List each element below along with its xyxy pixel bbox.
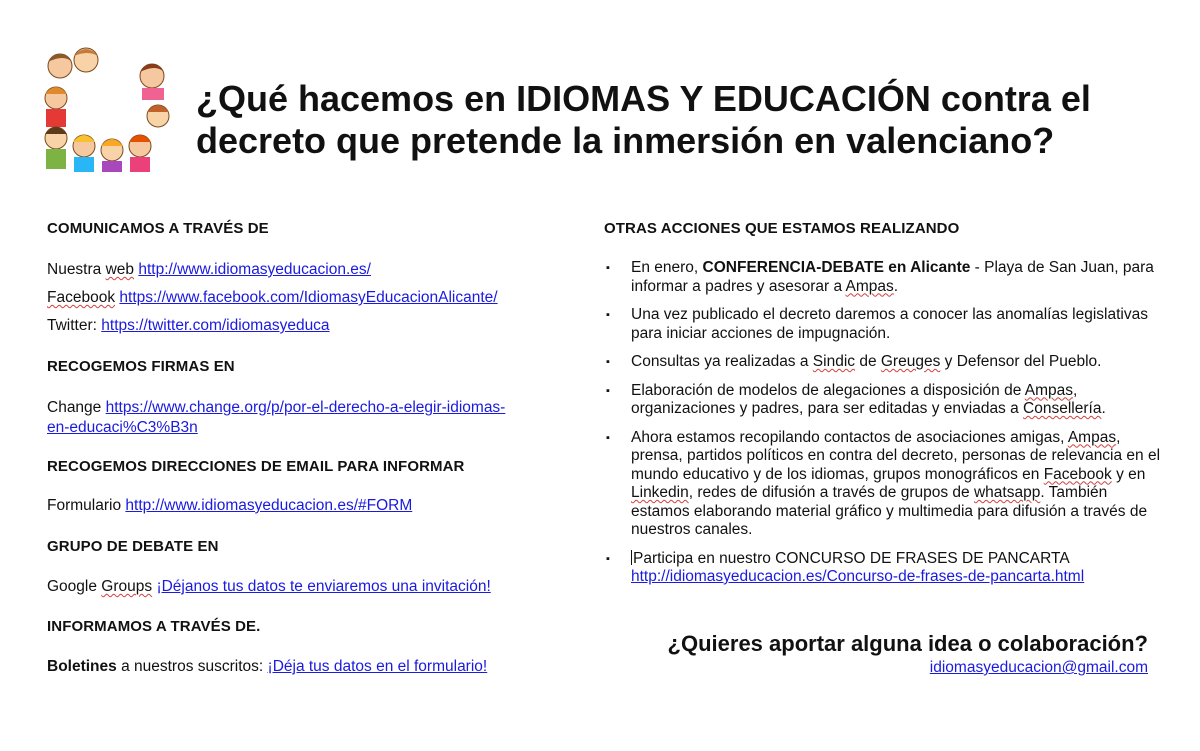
bullet-icon: ▪ (606, 384, 610, 397)
contact-email-link[interactable]: idiomasyeducacion@gmail.com (929, 659, 1148, 676)
heading-comunicamos: COMUNICAMOS A TRAVÉS DE (47, 220, 269, 237)
cta-question: ¿Quieres aportar alguna idea o colaboración? (667, 631, 1148, 656)
cta-block (668, 630, 1148, 678)
heading-email: RECOGEMOS DIRECCIONES DE EMAIL PARA INFORMAR (47, 458, 465, 475)
actions-list (604, 259, 1164, 587)
web-line: Nuestra web http://www.idiomasyeducacion.es/ (47, 261, 371, 278)
list-item: ▪ Ahora estamos recopilando contactos de asociaciones amigas, Ampas, prensa, partidos políticos en contra del decreto, personas de relevancia en el mundo educativo y de los idiomas, grupos monográficos en Facebook y en Linkedin, redes de difusión a través de grupos de whatsapp. También estamos elaborando material gráfico y multimedia para difusión a través de nuestros canales. (606, 428, 1161, 538)
text-cursor (631, 550, 632, 565)
bullet-icon: ▪ (606, 309, 610, 321)
right-column (604, 220, 1164, 597)
groups-invite-link[interactable]: ¡Déjanos tus datos te enviaremos una invitación! (156, 578, 491, 595)
facebook-link[interactable]: https://www.facebook.com/IdiomasyEducacionAlicante/ (119, 289, 498, 306)
list-item: ▪ Una vez publicado el decreto daremos a conocer las anomalías legislativas para iniciar acciones de impugnación. (606, 306, 1148, 342)
heading-firmas: RECOGEMOS FIRMAS EN (47, 358, 235, 375)
change-link[interactable]: https://www.change.org/p/por-el-derecho-a-elegir-idiomas- en-educaci%C3%B3n (47, 399, 506, 436)
heading-debate: GRUPO DE DEBATE EN (47, 538, 219, 555)
bullet-icon: ▪ (606, 431, 610, 444)
heading-informamos: INFORMAMOS A TRAVÉS DE. (47, 618, 261, 635)
boletines-link[interactable]: ¡Déja tus datos en el formulario! (267, 658, 488, 675)
bullet-icon: ▪ (606, 552, 610, 565)
change-line: Change https://www.change.org/p/por-el-derecho-a-elegir-idiomas- en-educaci%C3%B3n (47, 399, 506, 436)
concurso-link[interactable]: http://idiomasyeducacion.es/Concurso-de-frases-de-pancarta.html (631, 568, 1085, 585)
list-item: ▪ Consultas ya realizadas a Sindic de Greuges y Defensor del Pueblo. (606, 353, 1102, 370)
children-logo (44, 46, 172, 172)
groups-line: Google Groups ¡Déjanos tus datos te enviaremos una invitación! (47, 578, 491, 595)
list-item: ▪ En enero, CONFERENCIA-DEBATE en Alicante - Playa de San Juan, para informar a padres y asesorar a Ampas. (606, 259, 1154, 295)
boletines-line: Boletines a nuestros suscritos: ¡Déja tus datos en el formulario! (47, 658, 488, 675)
facebook-line: Facebook https://www.facebook.com/IdiomasyEducacionAlicante/ (47, 289, 498, 306)
list-item: ▪ Elaboración de modelos de alegaciones a disposición de Ampas, organizaciones y padres, para ser editadas y enviadas a Consellería. (606, 381, 1106, 417)
bullet-icon: ▪ (606, 356, 610, 368)
bullet-icon: ▪ (606, 262, 610, 274)
web-link[interactable]: http://www.idiomasyeducacion.es/ (138, 261, 371, 278)
heading-otras-acciones: OTRAS ACCIONES QUE ESTAMOS REALIZANDO (604, 220, 960, 237)
title-line-2: decreto que pretende la inmersión en valenciano? (196, 120, 1055, 161)
title-line-1: ¿Qué hacemos en IDIOMAS Y EDUCACIÓN contra el (196, 78, 1091, 119)
form-link[interactable]: http://www.idiomasyeducacion.es/#FORM (125, 497, 413, 514)
twitter-link[interactable]: https://twitter.com/idiomasyeduca (101, 317, 330, 334)
form-line: Formulario http://www.idiomasyeducacion.es/#FORM (47, 497, 413, 514)
list-item: ▪ Participa en nuestro CONCURSO DE FRASES DE PANCARTA http://idiomasyeducacion.es/Concurso-de-frases-de-pancarta.html (606, 549, 1085, 585)
page-title (196, 78, 1176, 162)
twitter-line: Twitter: https://twitter.com/idiomasyeduca (47, 317, 330, 334)
